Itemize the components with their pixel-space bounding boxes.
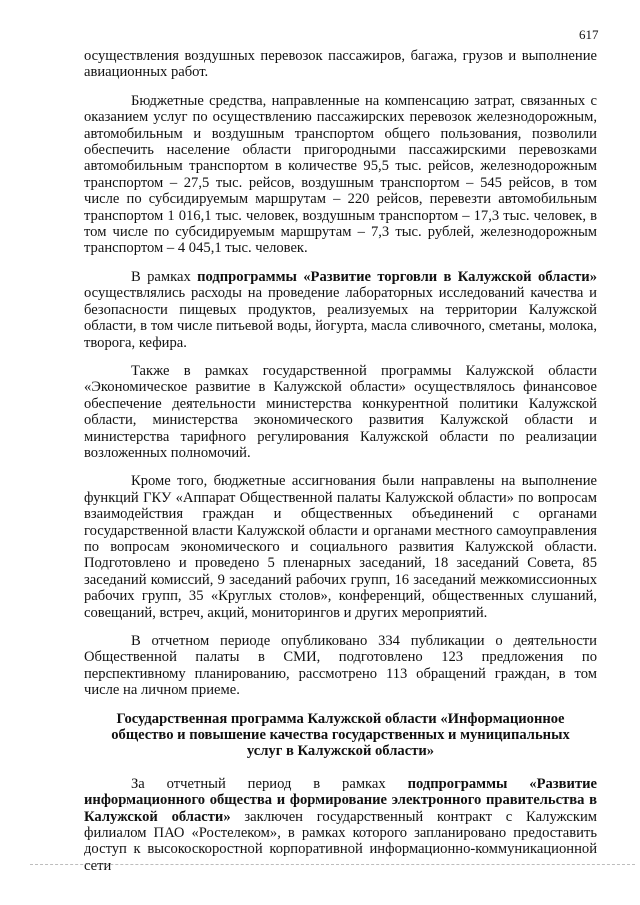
page-number: 617 [579, 27, 599, 42]
paragraph-7-body: заключен государственный контракт с Калужским филиалом ПАО «Ростелеком», в рамках которого запланировано предоставить доступ к высокоскоростной корпоративной информационно-коммуникационной сети [84, 808, 597, 874]
section-heading: Государственная программа Калужской области «Информационное общество и повышение качества государственных и муниципальных услуг в Калужской области» [111, 710, 570, 760]
paragraph-2: Бюджетные средства, направленные на компенсацию затрат, связанных с оказанием услуг по осуществлению пассажирских перевозок железнодорожным, автомобильным и воздушным транспортом общего пользования, позволили обеспечить население области пригородными пассажирскими перевозками автомобильным транспортом в количестве 95,5 тыс. рейсов, железнодорожным транспортом – 27,5 тыс. рейсов, воздушным транспортом – 545 рейсов, в том числе по субсидируемым маршрутам – 220 рейсов, перевезти автомобильным транспортом 1 016,1 тыс. человек, воздушным транспортом – 17,3 тыс. человек, в том числе по субсидируемым маршрутам – 7,3 тыс. рублей, железнодорожным транспортом – 4 045,1 тыс. человек. [84, 92, 597, 257]
paragraph-4: Также в рамках государственной программы Калужской области «Экономическое развитие в Калужской области» осуществлялось финансовое обеспечение деятельности министерства конкурентной политики Калужской области, министерства экономического развития Калужской области и министерства тарифного регулирования Калужской области по реализации возложенных полномочий. [84, 362, 597, 461]
paragraph-7-lead: За отчетный период в рамках [131, 775, 408, 792]
paragraph-3 [84, 269, 597, 351]
paragraph-7 [84, 776, 597, 874]
paragraph-3-lead: В рамках [131, 268, 198, 285]
scan-artifact-line [30, 864, 635, 865]
subprogram-info-society-title: подпрограммы «Развитие информационного общества и формирование электронного правительства в Калужской области» [84, 775, 598, 825]
paragraph-5: Кроме того, бюджетные ассигнования были направлены на выполнение функций ГКУ «Аппарат Общественной палаты Калужской области» по вопросам взаимодействия граждан и общественных объединений с органами государственной власти Калужской области и органами местного самоуправления по вопросам экономического и социального развития Калужской области. Подготовлено и проведено 5 пленарных заседаний, 18 заседаний Совета, 85 заседаний комиссий, 9 заседаний рабочих групп, 16 заседаний межкомиссионных рабочих групп, 35 «Круглых столов», конференций, общественных слушаний, совещаний, встреч, акций, мониторингов и других мероприятий. [84, 473, 597, 621]
document-body [84, 48, 597, 886]
paragraph-1: осуществления воздушных перевозок пассажиров, багажа, грузов и выполнение авиационных работ. [84, 48, 597, 81]
paragraph-3-body: осуществлялись расходы на проведение лабораторных исследований качества и безопасности пищевых продуктов, реализуемых на территории Калужской области, в том числе питьевой воды, йогурта, масла сливочного, сметаны, молока, творога, кефира. [84, 285, 597, 351]
paragraph-6: В отчетном периоде опубликовано 334 публикации о деятельности Общественной палаты в СМИ, подготовлено 123 предложения по перспективному планированию, рассмотрено 113 обращений граждан, в том числе на личном приеме. [84, 633, 597, 699]
subprogram-trade-title: подпрограммы «Развитие торговли в Калужской области» [197, 268, 598, 285]
